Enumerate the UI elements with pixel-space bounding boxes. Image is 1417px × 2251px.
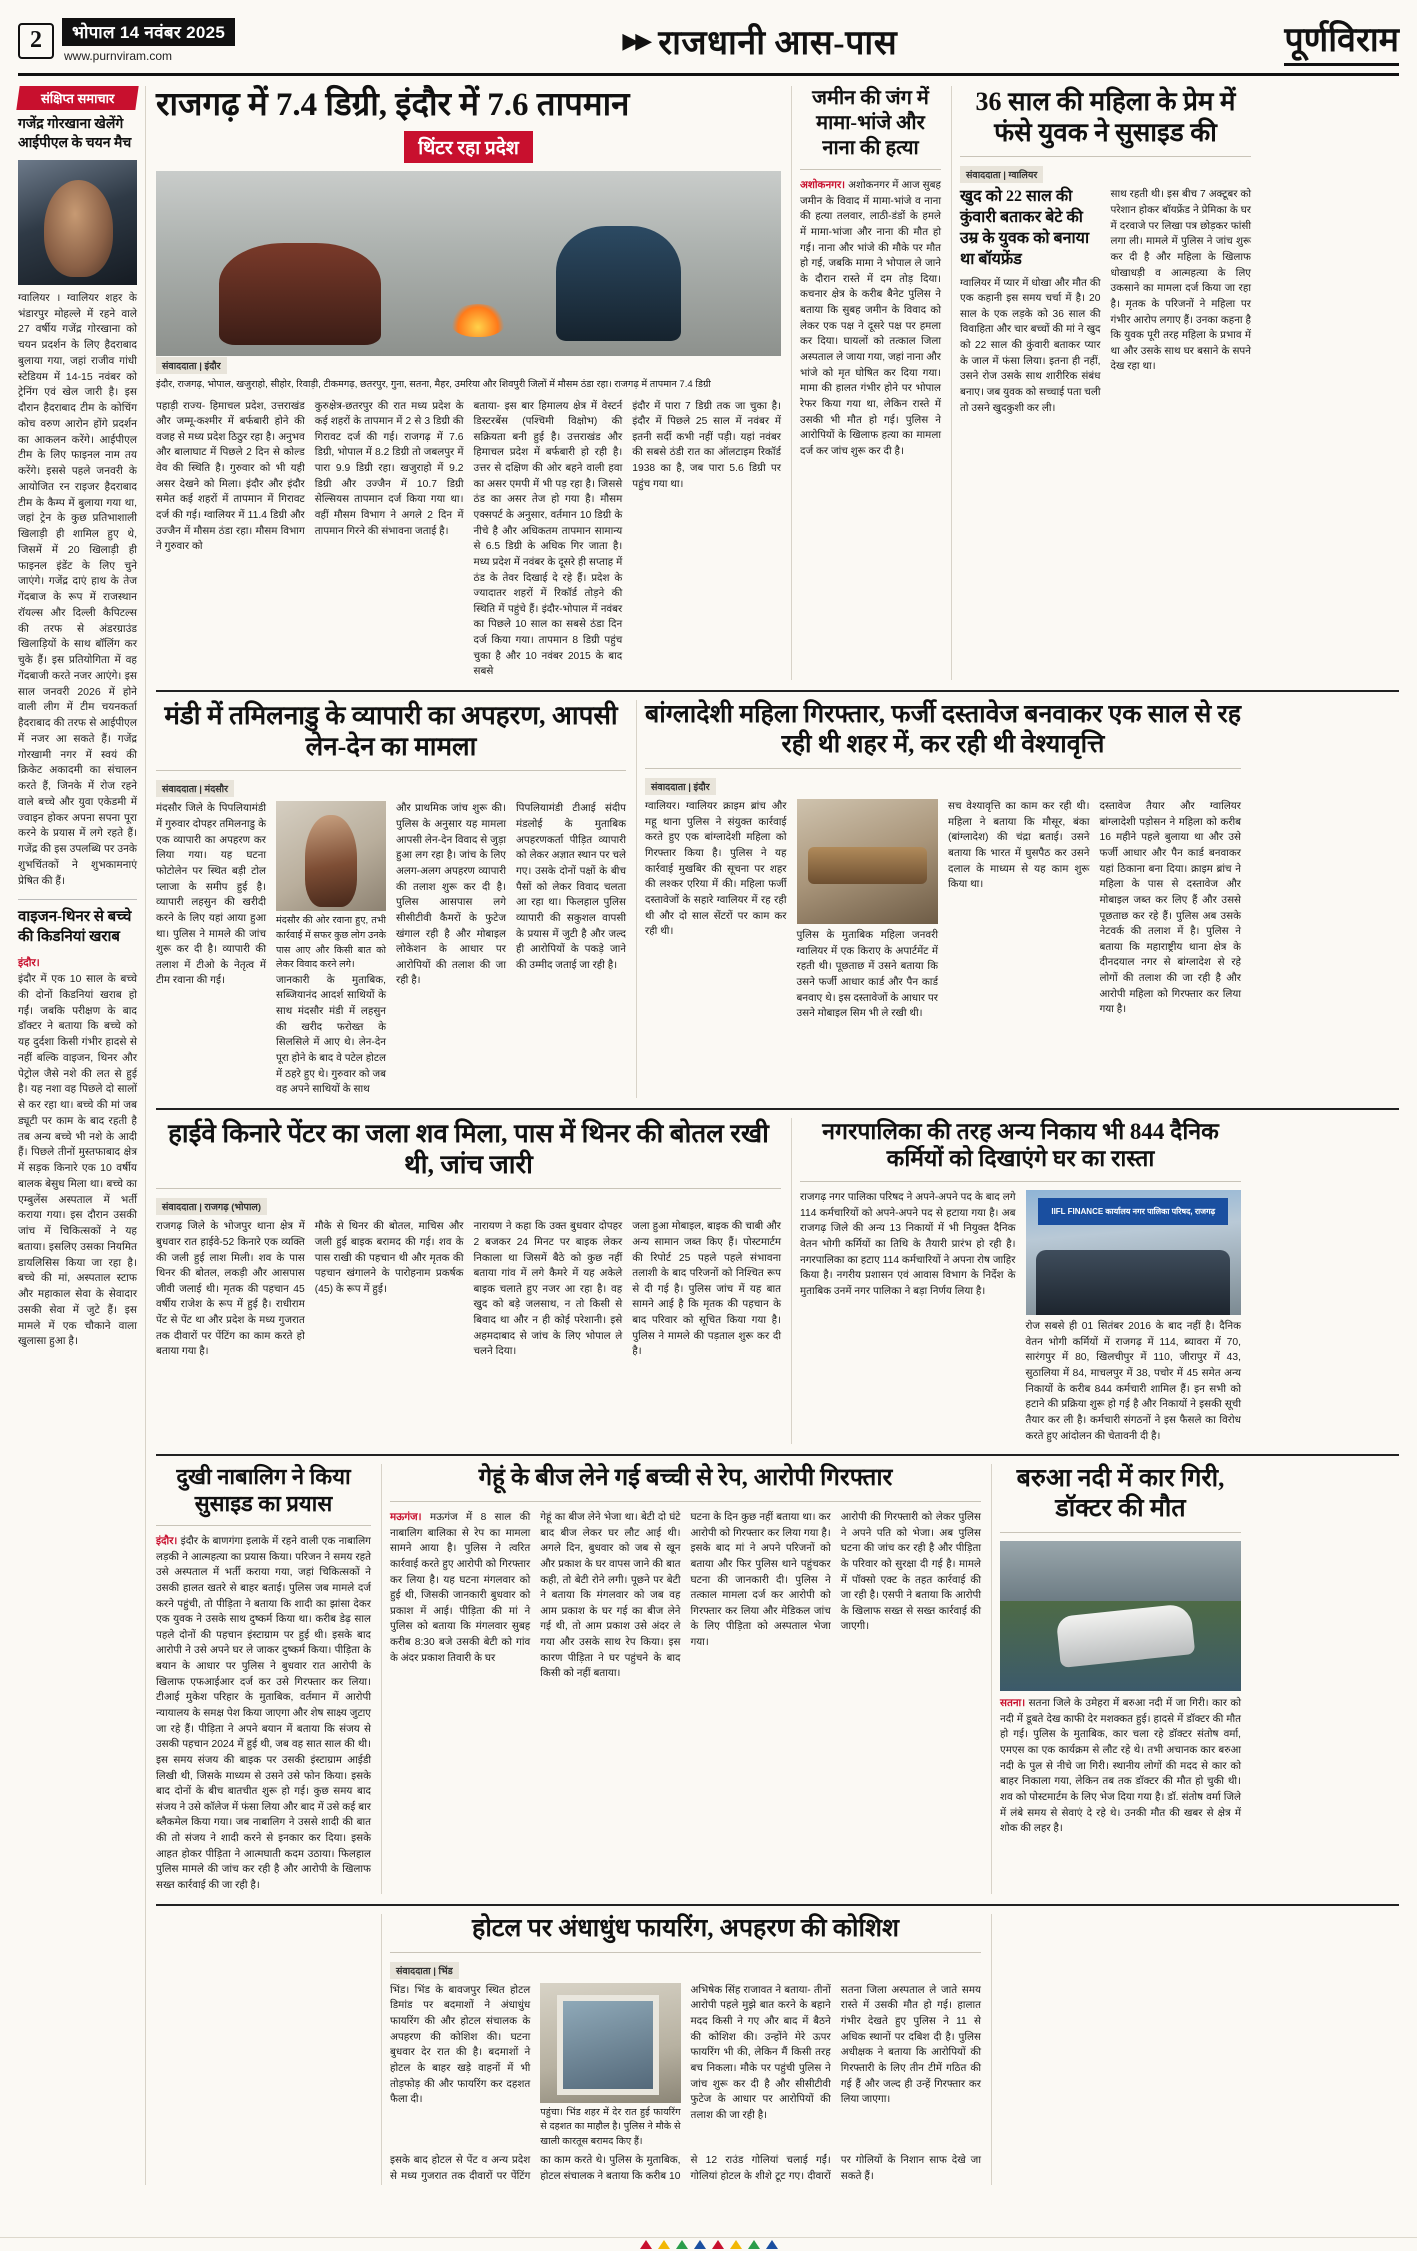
triangle-icon [694, 2240, 706, 2249]
article-minor [156, 1464, 371, 1894]
bangladeshi-dateline: संवाददाता | इंदौर [645, 778, 716, 795]
section-divider [156, 1454, 1399, 1456]
mandi-col-3: और प्राथमिक जांच शुरू की। पुलिस के अनुसार यह मामला आपसी लेन-देन विवाद से जुड़ा हुआ लग रहा है। जांच के लिए अलग-अलग अपहरण व्यापारी की तलाश शुरू कर दी है। पुलिस आसपास लगे सीसीटीवी कैमरों के फुटेज खंगाल रही है और मोबाइल लोकेशन के आधार पर आरोपियों की तलाश की जा रही है। [396, 803, 506, 987]
hotel-columns [390, 1983, 981, 2150]
section-divider [156, 1904, 1399, 1906]
divider [960, 156, 1251, 157]
baruaa-headline: बरुआ नदी में कार गिरी, डॉक्टर की मौत [1016, 1465, 1225, 1523]
page-content [18, 76, 1399, 2185]
nagar-photo-wrap [1026, 1190, 1242, 1444]
hotel-col-2: इसके बाद होटल से पेंट व अन्य प्रदेश से मध्य गुजरात तक दीवारों पर पेंटिंग का काम करते थे। पुलिस के मुताबिक, होटल संचालक ने बताया कि करीब 10 से 12 राउंड गोलियां चलाई गईं। गोलियां होटल के शीशे टूट गए। दीवारों पर गोलियों के निशान साफ देखे जा सकते हैं। [390, 2155, 981, 2183]
hotel-photo-caption: पहुंचा। भिंड शहर में देर रात हुई फायरिंग से दहशत का माहौल है। पुलिस ने मौके से खाली कारतूस बरामद किए हैं। [540, 2106, 681, 2147]
minor-dateline: इंदौर। [156, 1535, 178, 1547]
painter-headline: हाईवे किनारे पेंटर का जला शव मिला, पास में थिनर की बोतल रखी थी, जांच जारी [168, 1118, 769, 1180]
nagar-col-1: राजगढ़ नगर पालिका परिषद ने अपने-अपने पद के बाद लगे 114 कर्मचारियों को अपने-अपने पद से हटाया गया है। अब राजगढ़ जिले की अन्य 13 निकायों में भी नियुक्त दैनिक वेतन भोगी कर्मियों का तिथि के तैयारी प्रारंभ हो रही है। नगरपालिका का हटाए 114 कर्मचारियों ने अपना रोष जाहिर किया है। नगरीय प्रशासन एवं आवास विभाग के निर्देश के मुताबिक उनमें नगर पालिका ने बड़ा निर्णय लिया है। [800, 1192, 1016, 1297]
hotel-photo [540, 1983, 680, 2103]
weather-columns [156, 399, 781, 681]
masthead-left [18, 18, 235, 63]
painter-col-4: जला हुआ मोबाइल, बाइक की चाबी और अन्य सामान जब्त किए हैं। पोस्टमार्टम की रिपोर्ट 25 पहले पहले संभावना तलाशी के बाद परिजनों को निश्चित रूप से दी गई है। पुलिस जांच में यह बात सामने आई है कि मृतक की पहचान के बाद परिवार को सूचित किया गया है। पुलिस ने मामले की पड़ताल शुरू कर दी है। [632, 1221, 781, 1358]
masthead-dateblock [62, 18, 235, 63]
mandi-photo [276, 801, 386, 911]
divider [390, 1952, 981, 1953]
bangladeshi-col-4: दस्तावेज तैयार और ग्वालियर बांग्लादेशी पड़ोसन ने महिला को करीब 16 महीने पहले बुलाया था और उसे फर्जी आधार और पैन कार्ड बनवाकर यहां ठिकाना बना दिया। क्राइम ब्रांच ने महिला के पास से दस्तावेज और मोबाइल जब्त कर लिए हैं और उससे पूछताछ कर रहे हैं। पुलिस अब उसके नेटवर्क की तलाश में है। पुलिस ने बताया कि महाराष्ट्रीय थाना क्षेत्र के दीनदयाल नगर से बांग्लादेश से रहे लोगों की तलाश की जा रही है और आरोपी महिला को गिरफ्तार कर लिया गया है। [1099, 801, 1241, 1016]
hotel-headline: होटल पर अंधाधुंध फायरिंग, अपहरण की कोशिश [472, 1914, 899, 1942]
masthead-website[interactable]: www.purnviram.com [64, 49, 173, 63]
triangle-icon [766, 2240, 778, 2249]
row-fifth [156, 1914, 1399, 2185]
masthead-date: भोपाल 14 नवंबर 2025 [62, 18, 235, 46]
nagar-photo [1026, 1190, 1242, 1315]
divider [645, 768, 1241, 769]
mandi-columns [156, 801, 626, 1097]
wheat-col-2: गेहूं का बीज लेने भेजा था। बेटी दो घंटे बाद बीज लेकर घर लौट आई थी। अगले दिन, बुधवार को जब से खून और प्रकाश के घर वापस जाने की बात कही, तो बेटी रोने लगी। पूछने पर बेटी ने बताया कि मंगलवार को जब वह आम प्रकाश के घर गई का बीज लेने गई थी, तो आम प्रकाश उसे अंदर ले गया और उसके साथ रेप किया। इस कारण पीड़िता ने घर पहुंचने के बाद किसी को नहीं बताया। [540, 1511, 681, 1680]
rail-header [16, 86, 138, 110]
page-number: 2 [18, 23, 54, 59]
wheat-dateline: मऊगंज। [390, 1511, 422, 1523]
article-baruaa [991, 1464, 1241, 1894]
mandi-col-1: मंदसौर जिले के पिपलियामंडी में गुरुवार दोपहर तमिलनाडु के एक व्यापारी का अपहरण कर लिया गया। यह घटना फोटोलेन पर स्थित बड़ी टोल प्लाजा के समीप हुई है। व्यापारी लहसुन की खरीदी करने के लिए यहां आया हुआ था। पुलिस ने मामले की जांच शुरू कर दी है। व्यापारी की तलाश में टीओ के नेतृत्व में टीम रवाना की गई। [156, 803, 266, 987]
suicide-columns [960, 187, 1251, 416]
minor-text: इंदौर के बाणगंगा इलाके में रहने वाली एक नाबालिग लड़की ने आत्महत्या का प्रयास किया। परिजन ने समय रहते उसे अस्पताल में भर्ती कराया गया, जहां चिकित्सकों ने उसकी हालत खतरे से बाहर बताई। पुलिस जब मामले दर्ज करने पहुंची, तो पीड़िता ने बताया कि शादी का झांसा देकर एक युवक ने उसके साथ दुष्कर्म किया था। करीब डेढ़ साल पहले दोनों की पहचान इंस्टाग्राम पर हुई थी। इसके बाद आरोपी ने उसे अपने घर ले जाकर दुष्कर्म किया। पीड़िता के बयान के आधार पर पुलिस ने बुधवार रात आरोपी के खिलाफ एफआईआर दर्ज कर उसे गिरफ्तार कर लिया। टीआई मुकेश परिहार के मुताबिक, वर्तमान में आरोपी न्यायालय के समक्ष पेश किया जाएगा और शेष साक्ष्य जुटाए जा रहे हैं। पीड़िता ने अपने बयान में बताया कि संजय से उसकी पहचान 2024 में हुई थी, जब वह सात साल की थी। इस समय संजय की बाइक पर उसकी इंस्टाग्राम आईडी लिखी थी, जिसके माध्यम से उसने उसे फोन किया। इसके बाद दोनों के बीच बातचीत शुरू हो गई। कुछ समय बाद संजय ने उसे कॉलेज में फंसा लिया और बाद में उसे कई बार ब्लैकमेल किया गया। जब नाबालिग ने उससे शादी की बात की तो संजय ने शादी करने से इनकार कर दिया। इसके आहत होकर पीड़िता ने आत्मघाती कदम उठाया। फिलहाल पुलिस मामले की जांच कर रही है और आरोपी के खिलाफ सख्त कार्रवाई की जा रही है। [156, 1535, 371, 1892]
brand-logo: पूर्णविराम [1284, 15, 1399, 66]
triangle-icon [712, 2240, 724, 2249]
spacer-right [991, 1914, 1241, 2185]
article-wheat [381, 1464, 981, 1894]
bangladeshi-columns [645, 799, 1241, 1022]
triangle-icon [748, 2240, 760, 2249]
double-arrow-icon: ▶▶ [622, 27, 649, 53]
divider [390, 1501, 981, 1502]
bangladeshi-photo [797, 799, 939, 924]
rail-sub-headline: वाइजन-थिनर से बच्चे की किडनियां खराब [18, 899, 137, 947]
divider [156, 770, 626, 771]
row-fourth [156, 1464, 1399, 1894]
article-bangladeshi [636, 700, 1241, 1098]
nagar-columns [800, 1190, 1241, 1444]
suicide-col-1-wrap [960, 187, 1101, 416]
divider [156, 1188, 781, 1189]
triangle-icon [658, 2240, 670, 2249]
murder-text: अशोकनगर में आज सुबह जमीन के विवाद में मामा-भांजे व नाना की हत्या तलवार, लाठी-डंडों के हमले में मामा-भांजा और नाना की मौत हो गई। नाना और भांजे की मौके पर मौत हो गई, जबकि मामा ने भोपाल ले जाने के दौरान रास्ते में दम तोड़ दिया। कचनार क्षेत्र के करीब बैनेट पुलिस ने बताया कि सुबह जमीन के विवाद को लेकर एक पक्ष ने दूसरे पक्ष पर हमला कर दिया। घायलों को तत्काल जिला अस्पताल ले जाया गया, जहां नाना और भांजे को मृत घोषित कर दिया गया। मामा की हालत गंभीर होने पर भोपाल रेफर किया गया था, लेकिन रास्ते में उसकी भी मौत हो गई। पुलिस ने आरोपियों के खिलाफ हत्या का मामला दर्ज कर जांच शुरू कर दी है। [800, 180, 941, 457]
weather-col-2: कुरुक्षेत्र-छतरपुर की रात मध्य प्रदेश के कई शहरों के तापमान में 2 से 3 डिग्री की गिरावट दर्ज की गई। राजगढ़ में 7.6 डिग्री, भोपाल में 8.2 डिग्री तो जबलपुर में पारा 9.9 डिग्री रहा। खजुराहो में 9.2 डिग्री और उज्जैन में 10.7 डिग्री सेल्सियस तापमान दर्ज किया गया था। वहीं मौसम विभाग ने अगले 2 दिन में तापमान गिरने की संभावना जताई है। [314, 400, 464, 537]
wheat-col-1 [390, 1510, 530, 1682]
wheat-columns [390, 1510, 981, 1682]
nagar-col-2: रोज सबसे ही 01 सितंबर 2016 के बाद नहीं है। दैनिक वेतन भोगी कर्मियों में राजगढ़ में 114, ब्यावरा में 70, सारंगपुर में 80, खिलचीपुर में 110, जीरापुर में 43, सुठालिया में 84, माचलपुर में 38, पचोर में 45 समेत अन्य निकायों के करीब 844 कर्मचारी शामिल हैं। इन सभी को हटाने की प्रक्रिया शुरू हो गई है और निकायों ने इसकी सूची तैयार कर ली है। कर्मचारी संगठनों ने इस फैसले का विरोध करते हुए आंदोलन की चेतावनी दी है। [1025, 1321, 1241, 1442]
rail-body: ग्वालियर । ग्वालियर शहर के भंडारपुर मोहल्ले में रहने वाले 27 वर्षीय गजेंद्र गोरखाना को चयन प्रदर्शन के लिए हैदराबाद बुलाया गया, जहां राजीव गांधी स्टेडियम में 14-15 नवंबर को ट्रेनिंग एवं खेल जारी है। इस दौरान हैदराबाद टीम के कोचिंग कोच वरुण आरोन होंगे प्रदर्शन का आकलन करेंगे। आईपीएल टीम के लिए फाइनल नाम तय करेंगे। इससे पहले जनवरी के आयोजित रन राइजर हैदराबाद टीम के कैम्प में बुलाया गया था, जहां ट्रेन के कुछ प्रतिभाशाली खिलाड़ी ही शामिल हुए थे, जिसमें में 20 खिलाड़ी ही फाइनल इंडेंट के लिए चुने जाएंगे। गजेंद्र दाएं हाथ के तेज गेंदबाज के रूप में राजस्थान रॉयल्स और दिल्ली कैपिटल्स की तरफ से अंडरग्राउंड खिलाड़ियों के साथ बॉलिंग कर चुके हैं। इस प्रतियोगिता में वह गेंदबाजी करते नजर आएंगे। इस साल जनवरी 2026 में होने वाली लीग में टीम चयनकर्ता हैदराबाद की तरफ से आईपीएल में नजर आ सकते हैं। गजेंद्र गोरखामी नगर में स्वयं की क्रिकेट अकादमी का संचालन करते हैं, जिनके में रोज रहने वाले बच्चे और युवा एकेडमी में ज्वाइन होकर अपना सपना पूरा करने के प्रयास में लगे रहते हैं। गजेंद्र की इस उपलब्धि पर उनके शुभचिंतकों ने शुभकामनाएं प्रेषित की हैं। [18, 291, 137, 887]
suicide-subhead: खुद को 22 साल की कुंवारी बताकर बेटे की उम्र के युवक को बनाया था बॉयफ्रेंड [960, 188, 1090, 268]
bangladeshi-headline: बांग्लादेशी महिला गिरफ्तार, फर्जी दस्तावेज बनवाकर एक साल से रह रही थी शहर में, कर रही थी वेश्यावृत्ति [645, 701, 1241, 759]
article-hotel [381, 1914, 981, 2185]
triangle-icon [676, 2240, 688, 2249]
weather-photo [156, 171, 781, 356]
rail-sub-body: इंदौर में एक 10 साल के बच्चे की दोनों किडनियां खराब हो गईं। जबकि परीक्षण के बाद डॉक्टर ने बताया कि बच्चे को यह दुर्दशा किसी गंभीर हादसे से नहीं बल्कि वाइजन, थिनर और पेट्रोल जैसे नशे की लत से हुई है। यह नशा वह पिछले दो सालों से कर रहा था। बच्चे की मां जब ड्यूटी पर काम के बाद रहती है तब अन्य बच्चे भी नशे के आदी हैं। पिछले तीनों मुस्तफाबाद क्षेत्र में सड़क किनारे एक 10 वर्षीय बालक बेसुध मिला था। बच्चे का एम्बुलेंस अस्पताल में भर्ती कराया गया। इस दौरान उसकी जांच में चिकित्सकों ने यह बताया। इसलिए उसका नियमित डायलिसिस किया जा रहा है। बच्चे की मां, अस्पताल स्टाफ और महाकाल सेवा के सेवादार उसकी सेवा में जुटे हैं। इस मामले में एक चौकाने वाला खुलासा हुआ है। [18, 973, 137, 1348]
weather-col-4: इंदौर में पारा 7 डिग्री तक जा चुका है। इंदौर में पिछले 25 साल में नवंबर में इतनी सर्दी कभी नहीं पड़ी। यहां नवंबर की सबसे ठंडी रात का ऑलटाइम रिकॉर्ड 1938 का है, जब पारा 5.6 डिग्री पर पहुंच गया था। [632, 400, 781, 490]
bangladeshi-col-1: ग्वालियर। ग्वालियर क्राइम ब्रांच और महू थाना पुलिस ने संयुक्त कार्रवाई करते हुए एक बांग्लादेशी महिला को गिरफ्तार किया है। पुलिस ने यह कार्रवाई मुखबिर की सूचना पर शहर की लश्कर एरिया में की। महिला फर्जी दस्तावेजों के सहारे ग्वालियर में रह रही थी और दो साल सेंटरों पर काम कर रही थी। [645, 801, 787, 938]
wheat-col-1-text: मऊगंज में 8 साल की नाबालिग बालिका से रेप का मामला सामने आया है। पुलिस ने त्वरित कार्रवाई करते हुए आरोपी को गिरफ्तार कर लिया है। यह घटना मंगलवार को हुई थी, जिसकी जानकारी बुधवार को प्रकाश में आई। पीड़िता की मां ने पुलिस को बताया कि मंगलवार सुबह करीब 8:30 बजे उसकी बेटी को गांव के अंदर प्रकाश तिवारी के घर [390, 1511, 531, 1664]
bangladeshi-col-3: सच वेश्यावृत्ति का काम कर रही थी। महिला ने बताया कि मौसूर, बंका (बांग्लादेश) की चंद्रा बताई। उसने बताया कि भारत में घुसपैठ कर उसने दलाल के माध्यम से यह काम शुरू किया था। [948, 801, 1090, 891]
hotel-col-1: भिंड। भिंड के बावजपुर स्थित होटल डिमांड पर बदमाशों ने अंधाधुंध फायरिंग की और होटल संचालक के अपहरण की कोशिश की। घटना बुधवार देर रात की है। बदमाशों ने होटल के बाहर खड़े वाहनों में भी तोड़फोड़ की और फायरिंग कर दहशत फैला दी। [390, 1984, 531, 2106]
weather-headline: राजगढ़ में 7.4 डिग्री, इंदौर में 7.6 तापमान [156, 87, 630, 123]
rail-photo [18, 160, 137, 285]
painter-col-3: नारायण ने कहा कि उक्त बुधवार दोपहर 2 बजकर 24 मिनट पर बाइक लेकर निकाला था जिसमें बैठे को कुछ नहीं बताया गांव में लगे कैमरे में यह अकेले बाइक चलाते हुए नजर आ रहा है। वह खुद को बड़े जलसाथ, न तो किसी से बिवाद था और न ही कोई परेशानी। इसे अहमदाबाद से जांच के लिए भोपाल ले चलने दिया। [473, 1221, 623, 1358]
section-divider [156, 1108, 1399, 1110]
suicide-dateline: संवाददाता | ग्वालियर [960, 166, 1043, 183]
painter-col-1: राजगढ़ जिले के भोजपुर थाना क्षेत्र में बुधवार रात हाईवे-52 किनारे एक व्यक्ति की जली हुई लाश मिली। शव के पास थिनर की बोतल, लकड़ी और आसपास जीवी जलाई थी। मृतक की पहचान 45 वर्षीय राजेश के रूप में हुई है। राधीराम पेंट से पेंट था और प्रदेश के मध्य गुजरात तक दीवारों पर पेंटिंग का काम करते हो बताया गया है। [156, 1221, 305, 1358]
nagar-photo-banner: IIFL FINANCE कार्यालय नगर पालिका परिषद, राजगढ़ [1038, 1198, 1228, 1226]
article-suicide [951, 86, 1251, 680]
masthead [18, 14, 1399, 76]
footer-decoration [0, 2237, 1417, 2251]
divider [156, 1525, 371, 1526]
mandi-dateline: संवाददाता | मंदसौर [156, 780, 234, 797]
left-rail [18, 86, 146, 2185]
suicide-headline: 36 साल की महिला के प्रेम में फंसे युवक ने सुसाइड की [975, 87, 1236, 148]
row-third [156, 1118, 1399, 1444]
weather-col-1: पहाड़ी राज्य- हिमाचल प्रदेश, उत्तराखंड और जम्मू-कश्मीर में बर्फबारी होने की वजह से मध्य प्रदेश ठिठुर रहा है। अनुभव और बालाघाट में पिछले 2 दिन से कोल्ड वेव की स्थिति है। गुरुवार को भी यही असर देखने को मिला। इंदौर और इंदौर समेत कई शहरों में तापमान में गिरावट दर्ज की गई। ग्वालियर में 11.4 डिग्री और उज्जैन में मौसम ठंडा रहा। मौसम विभाग ने गुरुवार को [156, 400, 305, 553]
weather-dateline: संवाददाता | इंदौर [156, 357, 227, 374]
weather-col-3: बताया- इस बार हिमालय क्षेत्र में वेस्टर्न डिस्टरबेंस (पश्चिमी विक्षोभ) की सक्रियता बनी हुई है। उत्तराखंड और हिमाचल प्रदेश में बर्फबारी हो रही है। उत्तर से दक्षिण की ओर बहने वाली हवा का असर एमपी में भी पड़ रहा है। जिससे ठंड का असर तेज हो गया है। मौसम एक्सपर्ट के अनुसार, वर्तमान 10 डिग्री के नीचे है और अधिकतम तापमान सामान्य से 6.5 डिग्री के अधिक गिर जाता है। मध्य प्रदेश में नवंबर के दूसरे ही सप्ताह में ठंड के तेवर दिखाई दे रहे हैं। प्रदेश के ज्यादातर शहरों में रिकॉर्ड तोड़ने की स्थिति में पहुंचे हैं। इंदौर-भोपाल में नवंबर का पिछले 10 साल का सबसे ठंडा दिन दर्ज किया गया। तापमान 8 डिग्री पहुंच चुका है और 10 नवंबर 2015 के बाद सबसे [473, 400, 623, 678]
article-murder [791, 86, 941, 680]
rail-headline: गजेंद्र गोरखाना खेलेंगे आईपीएल के चयन मैच [18, 117, 132, 151]
wheat-col-3: घटना के दिन कुछ नहीं बताया था। कर आरोपी को गिरफ्तार कर लिया गया है। इसके बाद मां ने अपने परिजनों को बताया और फिर पुलिस थाने पहुंचकर घटना की जानकारी दी। पुलिस ने तत्काल मामला दर्ज कर आरोपी को गिरफ्तार कर लिया और मेडिकल जांच के लिए पीड़िता को अस्पताल भेजा गया। [690, 1511, 831, 1649]
row-top [156, 86, 1399, 680]
section-title: राजधानी आस-पास [658, 24, 898, 62]
triangle-icon [640, 2240, 652, 2249]
row-middle [156, 700, 1399, 1098]
article-painter [156, 1118, 781, 1444]
mandi-photo-wrap [276, 801, 386, 1097]
hotel-photo-wrap [540, 1983, 680, 2150]
rail-header-text: संक्षिप्त समाचार [40, 91, 115, 106]
mandi-headline: मंडी में तमिलनाडु के व्यापारी का अपहरण, आपसी लेन-देन का मामला [164, 701, 618, 762]
painter-columns [156, 1219, 781, 1360]
rail-sub-dateline: इंदौर। [18, 957, 40, 970]
mandi-photo-caption: मंदसौर की ओर रवाना हुए, तभी कार्रवाई में सफर कुछ लोग उनके पास आए और किसी बात को लेकर विवाद करने लगे। [276, 915, 386, 971]
murder-body [800, 178, 941, 460]
bangladeshi-photo-wrap [797, 799, 939, 1022]
masthead-section [622, 18, 897, 64]
minor-body [156, 1534, 371, 1894]
murder-headline: जमीन की जंग में मामा-भांजे और नाना की हत्या [812, 87, 929, 159]
baruaa-dateline: सतना। [1000, 1698, 1026, 1710]
nagar-headline: नगरपालिका की तरह अन्य निकाय भी 844 दैनिक कर्मियों को दिखाएंगे घर का रास्ता [822, 1118, 1219, 1172]
mandi-col-4: पिपलियामंडी टीआई संदीप मंडलोई के मुताबिक अपहरणकर्ता पीड़ित व्यापारी को लेकर अज्ञात स्थान पर चले गए। उसके दोनों पक्षों के बीच पैसों को लेकर विवाद चलता आ रहा था। फिलहाल पुलिस व्यापारी की सकुशल वापसी के प्रयास में जुटी है और जल्द ही आरोपियों के पकड़े जाने की उम्मीद जताई जा रही है। [516, 803, 626, 971]
baruaa-photo [1000, 1541, 1241, 1691]
baruaa-text: सतना जिले के उमेहरा में बरुआ नदी में जा गिरी। कार को नदी में डूबते देख काफी देर मशक्कत हुई। हादसे में डॉक्टर की मौत हो गई। पुलिस के मुताबिक, कार चला रहे डॉक्टर संतोष वर्मा, एमएस का एक कार्यक्रम से लौट रहे थे। तभी अचानक कार बरुआ नदी के पुल से नीचे जा गिरी। स्थानीय लोगों की मदद से कार को बाहर निकाला गया, लेकिन तब तक डॉक्टर की मौत हो चुकी थी। शव को पोस्टमार्टम के लिए भेज दिया गया है। डॉ. संतोष वर्मा जिले में लंबे समय से सेवाएं दे रहे थे। उनकी मौत की खबर से क्षेत्र में शोक की लहर है। [1000, 1698, 1241, 1835]
suicide-col-2: साथ रहती थी। इस बीच 7 अक्टूबर को परेशान होकर बॉयफ्रेंड ने प्रेमिका के घर में दरवाजे पर लिखा पत्र छोड़कर फांसी लगा ली। मामले में पुलिस ने जांच शुरू कर दी है और महिला के खिलाफ धोखाधड़ी व आत्महत्या के लिए उकसाने का मामला दर्ज किया जा रहा है। मृतक के परिजनों ने महिला पर गंभीर आरोप लगाए हैं। उनका कहना है कि युवक पूरी तरह महिला के प्रभाव में था और उसके साथ घर बसाने के सपने देख रहा था। [1110, 189, 1251, 373]
hotel-col-3: अभिषेक सिंह राजावत ने बताया- तीनों आरोपी पहले मुझे बात करने के बहाने मदद किसी ने गए और बाद में बैठने की कोशिश की। उन्होंने मेरे ऊपर फायरिंग भी की, लेकिन मैं किसी तरह बच निकला। मौके पर पहुंची पुलिस ने जांच शुरू कर दी है और सीसीटीवी फुटेज के आधार पर आरोपियों की तलाश की जा रही है। [690, 1984, 831, 2121]
painter-dateline: संवाददाता | राजगढ़ (भोपाल) [156, 1198, 267, 1215]
mandi-col-2: जानकारी के मुताबिक, सब्जियानंद आदर्श साथियों के साथ मंदसौर मंडी में लहसुन की खरीद फरोख्त के सिलसिले में आए थे। लेन-देन पूरा होने के बाद वे पटेल होटल में ठहरे हुए थे। गुरुवार को जब वह अपने साथियों के साथ [276, 974, 386, 1096]
article-weather [156, 86, 781, 680]
wheat-col-4: आरोपी की गिरफ्तारी को लेकर पुलिस ने अपने पति को भेजा। अब पुलिस घटना की जांच कर रही है और पीड़िता के परिवार को सुरक्षा दी गई है। मामले में पॉक्सो एक्ट के तहत कार्रवाई की जा रही है। एसपी ने बताया कि आरोपी के खिलाफ सख्त से सख्त कार्रवाई की जाएगी। [840, 1511, 981, 1633]
triangle-icon [730, 2240, 742, 2249]
baruaa-body [1000, 1691, 1241, 1837]
hotel-col-4: सतना जिला अस्पताल ले जाते समय रास्ते में उसकी मौत हो गई। हालात गंभीर देखते हुए पुलिस ने 11 से अधिक स्थानों पर दबिश दी है। पुलिस अधीक्षक ने बताया कि आरोपियों की गिरफ्तारी के लिए तीन टीमें गठित की गई हैं और जल्द ही उन्हें गिरफ्तार कर लिया जाएगा। [840, 1984, 981, 2106]
divider [1000, 1532, 1241, 1533]
article-nagar [791, 1118, 1241, 1444]
weather-photo-caption: इंदौर, राजगढ़, भोपाल, खजुराहो, सीहोर, रिवाड़ी, टीकमगढ़, छतरपुर, गुना, सतना, मैहर, उमरिया और शिवपुरी जिलों में मौसम ठंडा रहा। राजगढ़ में तापमान 7.4 डिग्री [156, 378, 711, 390]
murder-dateline: अशोकनगर। [800, 180, 846, 191]
main-columns [156, 86, 1399, 2185]
weather-kicker: थिंटर रहा प्रदेश [404, 131, 533, 163]
suicide-col-1: ग्वालियर में प्यार में धोखा और मौत की एक कहानी इस समय चर्चा में है। 20 साल के एक लड़के को 36 साल की विवाहिता और चार बच्चों की मां ने खुद को 22 साल की कुंवारी बताकर प्यार के जाल में फंसा लिया। इतना ही नहीं, उसने रोज उसके साथ शारीरिक संबंध बनाए। जब युवक को सच्चाई पता चली तो उसने खुदकुशी कर ली। [960, 277, 1101, 414]
bangladeshi-col-2: पुलिस के मुताबिक महिला जनवरी ग्वालियर में एक किराए के अपार्टमेंट में रहती थी। पूछताछ में उसने बताया कि उसने फर्जी आधार कार्ड और पैन कार्ड बनवाए थे। इस दस्तावेजों के आधार पर उसने मोबाइल सिम भी ले रखी थी। [796, 930, 938, 1020]
section-divider [156, 690, 1399, 692]
wheat-headline: गेहूं के बीज लेने गई बच्ची से रेप, आरोपी गिरफ्तार [478, 1465, 893, 1492]
spacer-left [156, 1914, 371, 2185]
hotel-dateline: संवाददाता | भिंड [390, 1962, 459, 1979]
article-mandi [156, 700, 626, 1098]
divider [800, 1181, 1241, 1182]
fire-icon [450, 304, 506, 337]
minor-headline: दुखी नाबालिग ने किया सुसाइड का प्रयास [176, 1464, 351, 1516]
divider [800, 169, 941, 170]
painter-col-2: मौके से थिनर की बोतल, माचिस और जली हुई बाइक बरामद की गई। शव के पास राखी की पहचान थी और मृतक की पहचान खंगालने के पारोहनाम प्रकर्षक (45) के रूप में हुई। [314, 1221, 464, 1295]
